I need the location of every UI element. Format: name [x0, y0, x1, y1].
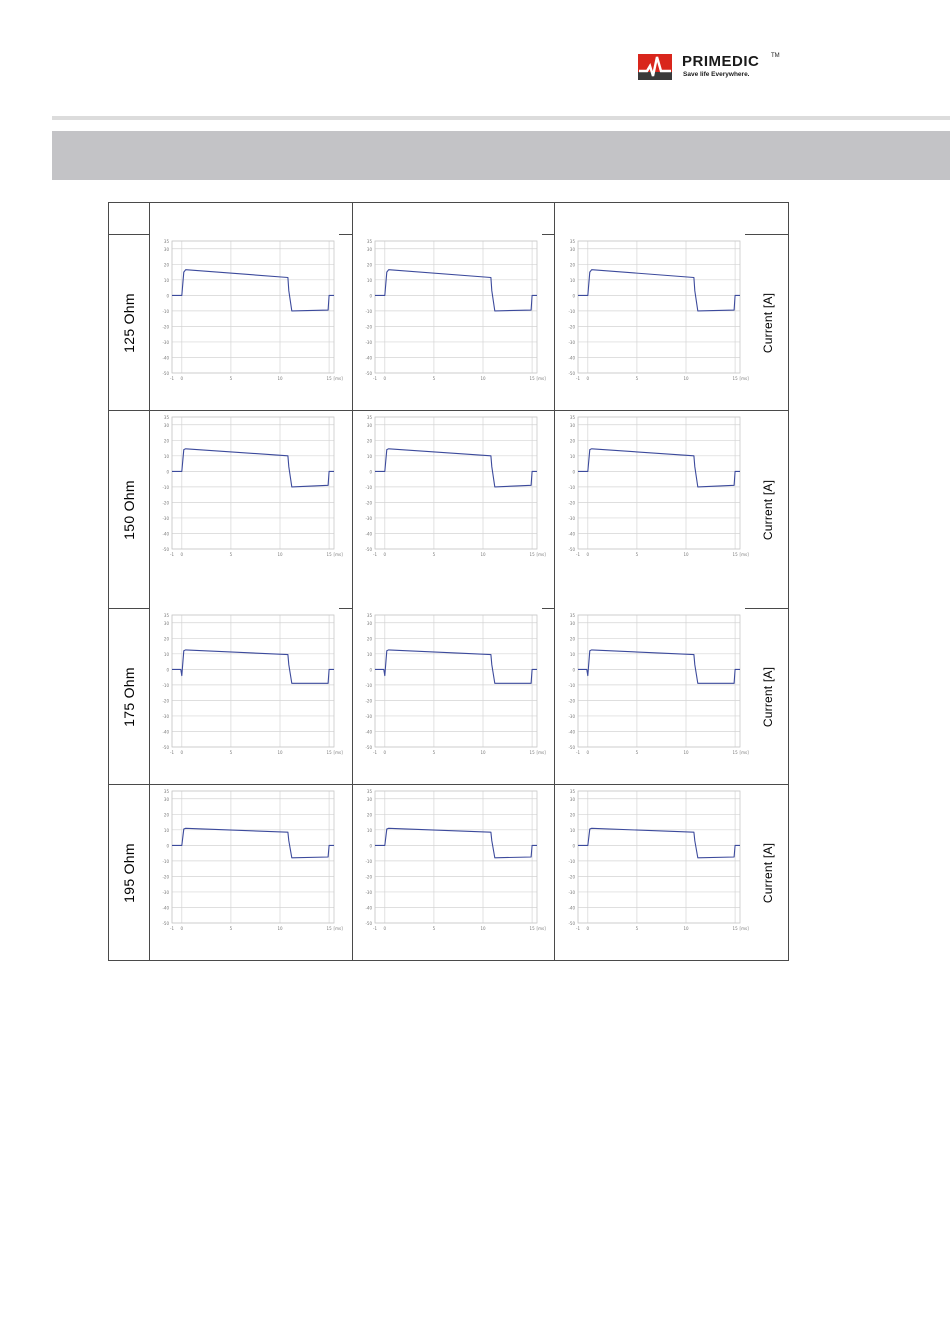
y-tick-label: -40: [568, 355, 575, 361]
x-tick-label: 10: [683, 926, 689, 931]
x-unit-label: [ms]: [333, 750, 343, 755]
header-rule: [52, 116, 950, 120]
y-tick-label: -30: [365, 889, 372, 895]
y-tick-label: -10: [162, 484, 169, 490]
waveform-line: [578, 449, 740, 487]
row-label-195-ohm: 195 Ohm: [120, 842, 137, 903]
y-tick-label: -50: [162, 371, 169, 376]
x-tick-label: 15: [529, 750, 535, 755]
y-tick-label: 30: [366, 422, 372, 428]
waveform-line: [375, 449, 537, 487]
y-tick-label: -50: [568, 547, 575, 552]
waveform-plot: [556, 237, 749, 387]
y-tick-label: -50: [568, 921, 575, 926]
y-tick-label: -40: [365, 355, 372, 361]
x-tick-label: 15: [529, 552, 535, 557]
waveform-plot: [150, 413, 343, 563]
y-tick-label: -40: [162, 355, 169, 361]
y-tick-label: 20: [569, 262, 575, 268]
y-tick-label: 35: [163, 415, 169, 420]
x-tick-label: 15: [732, 376, 738, 381]
x-tick-label: -1: [170, 926, 174, 931]
y-tick-label: -20: [365, 874, 372, 880]
y-tick-label: -20: [365, 500, 372, 506]
y-tick-label: -50: [568, 745, 575, 750]
x-tick-label: 0: [180, 552, 184, 557]
x-tick-label: 5: [229, 926, 233, 931]
y-tick-label: 30: [569, 620, 575, 626]
x-tick-label: 15: [529, 376, 535, 381]
x-tick-label: 0: [180, 926, 184, 931]
y-tick-label: -40: [568, 905, 575, 911]
y-tick-label: 0: [166, 667, 169, 673]
y-tick-label: -10: [568, 682, 575, 688]
y-tick-label: 20: [569, 636, 575, 642]
y-tick-label: 10: [569, 651, 575, 657]
y-tick-label: -50: [162, 745, 169, 750]
x-tick-label: 5: [229, 552, 233, 557]
y-tick-label: 0: [572, 667, 575, 673]
x-tick-label: 5: [635, 376, 639, 381]
y-tick-label: 30: [163, 620, 169, 626]
x-tick-label: -1: [373, 376, 377, 381]
row-label-125-ohm: 125 Ohm: [120, 292, 137, 353]
y-tick-label: -50: [568, 371, 575, 376]
waveform-line: [172, 449, 334, 487]
table-border-right: [788, 202, 789, 961]
x-tick-label: -1: [170, 552, 174, 557]
current-axis-label: Current [A]: [761, 666, 776, 727]
y-tick-label: 20: [163, 812, 169, 818]
trademark: TM: [771, 53, 780, 59]
waveform-plot: [150, 787, 343, 937]
y-tick-label: 30: [163, 796, 169, 802]
plot-frame: [375, 615, 537, 747]
table-border-bottom: [108, 960, 789, 961]
y-tick-label: -10: [568, 308, 575, 314]
x-tick-label: 10: [480, 376, 486, 381]
row-divider: [108, 784, 789, 785]
y-tick-label: 20: [569, 438, 575, 444]
y-tick-label: -20: [162, 698, 169, 704]
y-tick-label: 30: [366, 620, 372, 626]
y-tick-label: -40: [162, 729, 169, 735]
y-tick-label: -20: [162, 324, 169, 330]
y-tick-label: 0: [369, 293, 372, 299]
x-tick-label: -1: [576, 926, 580, 931]
x-unit-label: [ms]: [536, 750, 546, 755]
y-tick-label: -20: [365, 698, 372, 704]
y-tick-label: -30: [162, 889, 169, 895]
x-tick-label: 10: [480, 926, 486, 931]
y-tick-label: -30: [162, 339, 169, 345]
row-label-175-ohm: 175 Ohm: [120, 666, 137, 727]
waveform-line: [172, 828, 334, 858]
x-tick-label: 0: [180, 376, 184, 381]
x-unit-label: [ms]: [739, 750, 749, 755]
x-tick-label: 0: [586, 552, 590, 557]
y-tick-label: -30: [568, 339, 575, 345]
y-tick-label: -50: [365, 921, 372, 926]
y-tick-label: 20: [569, 812, 575, 818]
y-tick-label: 35: [366, 415, 372, 420]
x-tick-label: 10: [277, 552, 283, 557]
row-label-150-ohm: 150 Ohm: [120, 479, 137, 540]
waveform-line: [172, 270, 334, 311]
y-tick-label: 30: [366, 796, 372, 802]
x-tick-label: 15: [326, 750, 332, 755]
x-tick-label: -1: [170, 376, 174, 381]
section-title-band: [52, 131, 950, 180]
x-unit-label: [ms]: [536, 376, 546, 381]
x-tick-label: 5: [229, 376, 233, 381]
y-tick-label: 30: [569, 246, 575, 252]
x-unit-label: [ms]: [536, 552, 546, 557]
y-tick-label: 20: [366, 636, 372, 642]
row-divider: [108, 410, 789, 411]
y-tick-label: 0: [166, 469, 169, 475]
y-tick-label: -30: [365, 339, 372, 345]
y-tick-label: 20: [163, 636, 169, 642]
y-tick-label: 30: [163, 422, 169, 428]
x-tick-label: 15: [732, 926, 738, 931]
column-divider: [554, 202, 555, 961]
x-tick-label: 10: [277, 926, 283, 931]
y-tick-label: -40: [162, 905, 169, 911]
y-tick-label: 10: [163, 651, 169, 657]
y-tick-label: 0: [369, 469, 372, 475]
brand-tagline: Save life Everywhere.: [683, 71, 750, 78]
y-tick-label: -20: [568, 324, 575, 330]
y-tick-label: 0: [572, 843, 575, 849]
waveform-line: [375, 828, 537, 858]
y-tick-label: 30: [366, 246, 372, 252]
y-tick-label: -30: [365, 713, 372, 719]
x-tick-label: 10: [277, 750, 283, 755]
y-tick-label: 20: [163, 262, 169, 268]
y-tick-label: 20: [366, 262, 372, 268]
x-tick-label: -1: [373, 926, 377, 931]
x-tick-label: 10: [277, 376, 283, 381]
x-tick-label: -1: [373, 552, 377, 557]
x-tick-label: 10: [683, 750, 689, 755]
y-tick-label: 10: [366, 651, 372, 657]
x-tick-label: 0: [586, 926, 590, 931]
x-tick-label: 5: [635, 926, 639, 931]
x-tick-label: 10: [480, 750, 486, 755]
x-tick-label: 0: [383, 750, 387, 755]
x-tick-label: 5: [432, 552, 436, 557]
x-unit-label: [ms]: [739, 552, 749, 557]
y-tick-label: -20: [568, 500, 575, 506]
x-unit-label: [ms]: [333, 926, 343, 931]
x-tick-label: 10: [683, 552, 689, 557]
x-tick-label: 15: [529, 926, 535, 931]
y-tick-label: 0: [572, 469, 575, 475]
y-tick-label: -10: [162, 682, 169, 688]
plot-frame: [578, 241, 740, 373]
y-tick-label: -10: [365, 308, 372, 314]
y-tick-label: -50: [365, 371, 372, 376]
y-tick-label: 0: [369, 843, 372, 849]
y-tick-label: 30: [569, 796, 575, 802]
y-tick-label: 20: [366, 812, 372, 818]
y-tick-label: 35: [366, 789, 372, 794]
x-unit-label: [ms]: [333, 376, 343, 381]
x-unit-label: [ms]: [739, 926, 749, 931]
waveform-line: [375, 270, 537, 311]
y-tick-label: -50: [365, 547, 372, 552]
y-tick-label: 35: [569, 239, 575, 244]
brand-name: PRIMEDIC: [682, 53, 760, 70]
x-tick-label: 5: [635, 750, 639, 755]
y-tick-label: -10: [568, 484, 575, 490]
waveform-plot: [556, 413, 749, 563]
row-divider: [339, 608, 353, 609]
x-tick-label: 10: [480, 552, 486, 557]
waveform-line: [578, 828, 740, 858]
y-tick-label: 10: [163, 827, 169, 833]
x-tick-label: -1: [576, 750, 580, 755]
y-tick-label: -50: [162, 921, 169, 926]
y-tick-label: -30: [365, 515, 372, 521]
y-tick-label: 10: [163, 277, 169, 283]
y-tick-label: -40: [162, 531, 169, 537]
y-tick-label: -40: [365, 531, 372, 537]
y-tick-label: 10: [163, 453, 169, 459]
x-unit-label: [ms]: [739, 376, 749, 381]
y-tick-label: 20: [163, 438, 169, 444]
x-tick-label: -1: [576, 376, 580, 381]
y-tick-label: -30: [568, 713, 575, 719]
y-tick-label: 30: [163, 246, 169, 252]
y-tick-label: -40: [365, 729, 372, 735]
row-divider: [339, 234, 353, 235]
y-tick-label: 10: [366, 827, 372, 833]
y-tick-label: -30: [568, 515, 575, 521]
x-tick-label: -1: [576, 552, 580, 557]
primedic-logo: [638, 52, 788, 82]
waveform-plot: [556, 787, 749, 937]
current-axis-label: Current [A]: [761, 479, 776, 540]
y-tick-label: 35: [366, 613, 372, 618]
y-tick-label: -20: [162, 874, 169, 880]
y-tick-label: -30: [162, 515, 169, 521]
waveform-plot: [353, 237, 546, 387]
y-tick-label: 35: [569, 789, 575, 794]
waveform-plot: [353, 611, 546, 761]
y-tick-label: 0: [572, 293, 575, 299]
current-axis-label: Current [A]: [761, 292, 776, 353]
y-tick-label: 10: [569, 277, 575, 283]
waveform-plot: [556, 611, 749, 761]
x-tick-label: 5: [635, 552, 639, 557]
waveform-line: [375, 650, 537, 683]
y-tick-label: 10: [366, 453, 372, 459]
y-tick-label: -10: [365, 484, 372, 490]
waveform-line: [172, 650, 334, 683]
y-tick-label: 35: [163, 789, 169, 794]
y-tick-label: 35: [163, 239, 169, 244]
primedic-logo-mark-icon: [638, 54, 672, 80]
x-tick-label: 0: [586, 750, 590, 755]
y-tick-label: -30: [162, 713, 169, 719]
waveform-plot: [353, 413, 546, 563]
y-tick-label: -10: [162, 858, 169, 864]
waveform-plot: [150, 611, 343, 761]
x-tick-label: 0: [586, 376, 590, 381]
x-tick-label: 0: [180, 750, 184, 755]
x-tick-label: 0: [383, 552, 387, 557]
y-tick-label: 35: [569, 613, 575, 618]
y-tick-label: 35: [163, 613, 169, 618]
y-tick-label: 20: [366, 438, 372, 444]
x-tick-label: 15: [732, 750, 738, 755]
x-tick-label: -1: [170, 750, 174, 755]
plot-frame: [172, 615, 334, 747]
y-tick-label: -20: [162, 500, 169, 506]
y-tick-label: -10: [162, 308, 169, 314]
row-divider: [542, 234, 555, 235]
y-tick-label: -40: [365, 905, 372, 911]
x-tick-label: 10: [683, 376, 689, 381]
x-tick-label: 15: [326, 926, 332, 931]
waveform-line: [578, 650, 740, 683]
y-tick-label: -50: [162, 547, 169, 552]
plot-frame: [172, 417, 334, 549]
plot-frame: [578, 615, 740, 747]
y-tick-label: -40: [568, 729, 575, 735]
x-tick-label: 0: [383, 376, 387, 381]
x-tick-label: -1: [373, 750, 377, 755]
y-tick-label: -40: [568, 531, 575, 537]
x-tick-label: 15: [326, 552, 332, 557]
y-tick-label: 30: [569, 422, 575, 428]
x-tick-label: 15: [732, 552, 738, 557]
x-tick-label: 5: [229, 750, 233, 755]
y-tick-label: -50: [365, 745, 372, 750]
table-border-top: [108, 202, 789, 203]
y-tick-label: -20: [568, 874, 575, 880]
y-tick-label: -10: [568, 858, 575, 864]
y-tick-label: -30: [568, 889, 575, 895]
plot-frame: [578, 417, 740, 549]
plot-frame: [375, 417, 537, 549]
x-tick-label: 5: [432, 926, 436, 931]
x-tick-label: 15: [326, 376, 332, 381]
y-tick-label: 10: [569, 827, 575, 833]
x-tick-label: 5: [432, 750, 436, 755]
y-tick-label: 0: [369, 667, 372, 673]
waveform-line: [578, 270, 740, 311]
y-tick-label: 35: [366, 239, 372, 244]
y-tick-label: 0: [166, 843, 169, 849]
current-axis-label: Current [A]: [761, 842, 776, 903]
x-unit-label: [ms]: [333, 552, 343, 557]
plot-frame: [172, 241, 334, 373]
y-tick-label: -20: [568, 698, 575, 704]
x-tick-label: 0: [383, 926, 387, 931]
y-tick-label: -10: [365, 682, 372, 688]
y-tick-label: 0: [166, 293, 169, 299]
y-tick-label: 10: [366, 277, 372, 283]
waveform-plot: [353, 787, 546, 937]
y-tick-label: 10: [569, 453, 575, 459]
plot-frame: [375, 241, 537, 373]
x-tick-label: 5: [432, 376, 436, 381]
waveform-plot: [150, 237, 343, 387]
y-tick-label: -20: [365, 324, 372, 330]
y-tick-label: 35: [569, 415, 575, 420]
x-unit-label: [ms]: [536, 926, 546, 931]
row-divider: [542, 608, 555, 609]
y-tick-label: -10: [365, 858, 372, 864]
